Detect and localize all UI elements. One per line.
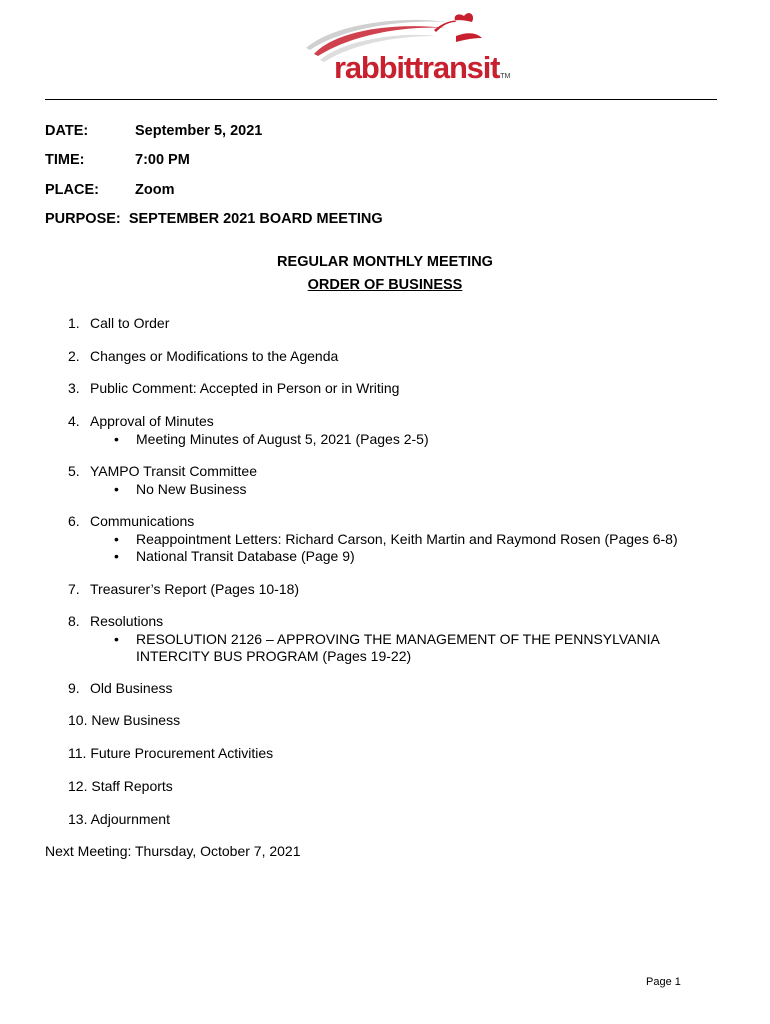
purpose-label: PURPOSE: <box>45 211 121 227</box>
agenda-text: Adjournment <box>90 811 170 827</box>
agenda-number: 3. <box>68 380 80 396</box>
agenda-text: Treasurer’s Report (Pages 10-18) <box>90 581 300 597</box>
logo-word-rabbit: rabbit <box>334 50 413 85</box>
agenda-text: Old Business <box>90 680 173 696</box>
agenda-text: Staff Reports <box>91 778 173 794</box>
agenda-item <box>68 712 180 729</box>
place-row <box>45 182 174 198</box>
agenda-item <box>68 413 214 430</box>
bullet-text: Reappointment Letters: Richard Carson, Keith Martin and Raymond Rosen (Pages 6-8) <box>136 531 678 547</box>
agenda-item <box>68 680 172 697</box>
bullet-text: National Transit Database (Page 9) <box>136 548 355 564</box>
agenda-number: 2. <box>68 348 80 364</box>
order-title <box>0 277 770 293</box>
agenda-item <box>68 463 257 480</box>
agenda-text: Changes or Modifications to the Agenda <box>90 348 339 364</box>
time-row <box>45 152 190 168</box>
logo-trademark: TM <box>500 73 511 80</box>
agenda-item <box>68 745 273 762</box>
next-meeting: Next Meeting: Thursday, October 7, 2021 <box>45 843 301 859</box>
agenda-number: 6. <box>68 513 80 529</box>
bullet-icon: • <box>114 431 119 447</box>
bullet-icon: • <box>114 481 119 497</box>
agenda-number: 11. <box>68 745 87 761</box>
agenda-bullet <box>114 531 678 548</box>
time-value: 7:00 PM <box>135 152 190 168</box>
agenda-item <box>68 613 163 630</box>
logo-wordmark <box>334 52 510 93</box>
agenda-bullet <box>114 548 355 565</box>
date-value: September 5, 2021 <box>135 123 263 139</box>
agenda-bullet <box>114 431 429 448</box>
agenda-text: Call to Order <box>90 315 170 331</box>
agenda-item <box>68 348 338 365</box>
agenda-item <box>68 513 194 530</box>
bullet-text: RESOLUTION 2126 – APPROVING THE MANAGEMENT OF THE PENNSYLVANIA <box>136 631 660 647</box>
bullet-icon: • <box>114 548 119 564</box>
agenda-text: New Business <box>91 712 181 728</box>
logo-word-transit: transit <box>412 50 500 85</box>
bullet-text-continued: INTERCITY BUS PROGRAM (Pages 19-22) <box>136 648 412 664</box>
agenda-text: Resolutions <box>90 613 164 629</box>
agenda-item <box>68 380 399 397</box>
agenda-text: Approval of Minutes <box>90 413 214 429</box>
agenda-text: YAMPO Transit Committee <box>90 463 258 479</box>
place-label: PLACE: <box>45 182 99 198</box>
header-rule <box>45 99 717 100</box>
agenda-bullet <box>114 481 247 498</box>
bullet-text: Meeting Minutes of August 5, 2021 (Pages 2-5) <box>136 431 429 447</box>
bullet-icon: • <box>114 631 119 647</box>
agenda-item <box>68 581 299 598</box>
agenda-text: Future Procurement Activities <box>90 745 274 761</box>
agenda-bullet <box>114 631 660 665</box>
agenda-item <box>68 778 173 795</box>
agenda-number: 8. <box>68 613 80 629</box>
meeting-title: REGULAR MONTHLY MEETING <box>277 254 493 270</box>
purpose-value: SEPTEMBER 2021 BOARD MEETING <box>128 211 383 227</box>
place-value: Zoom <box>135 182 175 198</box>
date-row <box>45 123 262 139</box>
rabbittransit-logo <box>296 8 526 86</box>
agenda-number: 9. <box>68 680 80 696</box>
agenda-number: 12. <box>68 778 88 794</box>
bullet-icon: • <box>114 531 119 547</box>
date-label: DATE: <box>45 123 89 139</box>
time-label: TIME: <box>45 152 85 168</box>
agenda-number: 7. <box>68 581 80 597</box>
purpose-row <box>45 211 383 227</box>
agenda-number: 5. <box>68 463 80 479</box>
order-title-text: ORDER OF BUSINESS <box>307 277 463 293</box>
page-number: Page 1 <box>646 976 681 988</box>
agenda-number: 1. <box>68 315 80 331</box>
bullet-text: No New Business <box>136 481 247 497</box>
agenda-number: 13. <box>68 811 88 827</box>
agenda-number: 4. <box>68 413 80 429</box>
agenda-text: Communications <box>90 513 195 529</box>
agenda-number: 10. <box>68 712 88 728</box>
agenda-text: Public Comment: Accepted in Person or in Writing <box>90 380 400 396</box>
agenda-item <box>68 315 169 332</box>
agenda-item <box>68 811 170 828</box>
